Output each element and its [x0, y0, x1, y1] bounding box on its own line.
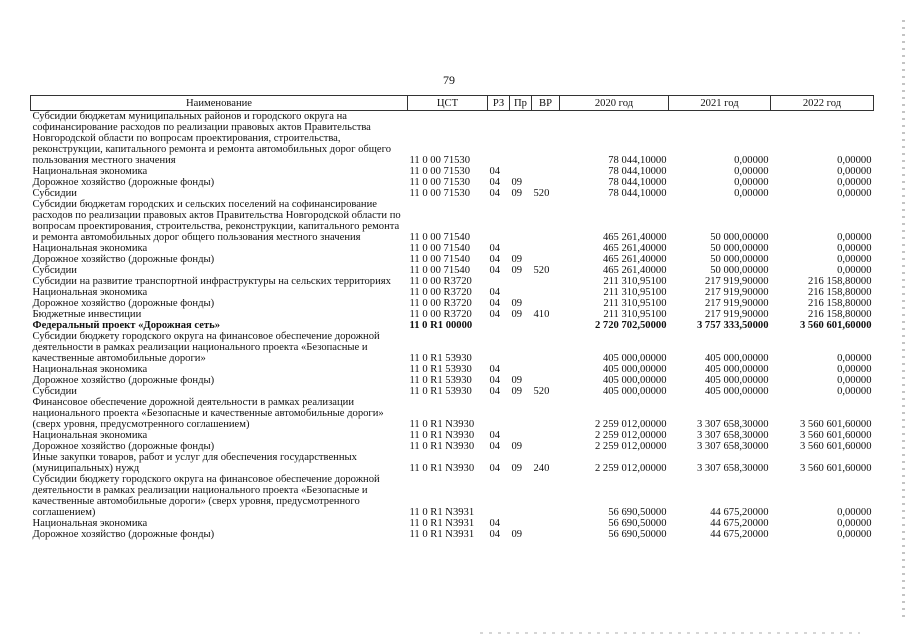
cell-name: Финансовое обеспечение дорожной деятельности в рамках реализации национального проекта «Безопасные и качественные автомобильные дороги» (сверх уровня, предусмотренного соглашением): [32, 397, 384, 430]
table-row: [31, 386, 874, 397]
cell-csr: 11 0 R1 53930: [409, 386, 472, 397]
cell-csr: 11 0 R1 N3931: [409, 507, 475, 518]
cell-vr: [532, 177, 560, 188]
header-vr: ВР: [532, 96, 560, 111]
cell-y2022: 3 560 601,60000: [799, 430, 872, 441]
cell-pr: [510, 276, 532, 287]
cell-y2020: 211 310,95100: [603, 309, 667, 320]
cell-rz: 04: [489, 188, 501, 199]
cell-pr: 09: [511, 463, 523, 474]
cell-rz: [488, 397, 510, 430]
cell-csr: 11 0 R1 N3930: [409, 430, 475, 441]
cell-rz: 04: [489, 430, 501, 441]
cell-y2020: 56 690,50000: [608, 507, 667, 518]
cell-rz: [488, 199, 510, 243]
cell-name: Субсидии бюджету городского округа на финансовое обеспечение дорожной деятельности в рамках реализации национального проекта «Безопасные и качественные автомобильные дороги»: [32, 331, 380, 364]
cell-csr: 11 0 R1 53930: [409, 353, 472, 364]
cell-rz: 04: [489, 287, 501, 298]
cell-csr: 11 0 R1 N3930: [409, 463, 475, 474]
table-row: [31, 287, 874, 298]
cell-y2020: 211 310,95100: [603, 298, 667, 309]
cell-pr: [510, 397, 532, 430]
table-row: [31, 452, 874, 474]
cell-pr: [510, 320, 532, 331]
cell-y2021: 0,00000: [734, 188, 769, 199]
cell-pr: 09: [511, 529, 523, 540]
cell-y2021: 50 000,00000: [710, 265, 769, 276]
table-row: [31, 298, 874, 309]
cell-y2020: 465 261,40000: [602, 243, 667, 254]
cell-y2022: 216 158,80000: [807, 276, 872, 287]
cell-y2020: 2 259 012,00000: [594, 430, 667, 441]
cell-vr: [532, 518, 560, 529]
budget-table: [30, 95, 874, 540]
cell-vr: [532, 397, 560, 430]
cell-rz: 04: [489, 463, 501, 474]
cell-y2021: 3 307 658,30000: [696, 441, 769, 452]
table-row: [31, 518, 874, 529]
cell-rz: 04: [489, 166, 501, 177]
cell-vr: [532, 199, 560, 243]
cell-y2022: 216 158,80000: [807, 287, 872, 298]
cell-y2021: 50 000,00000: [710, 254, 769, 265]
table-row: [31, 111, 874, 167]
cell-name: Национальная экономика: [32, 166, 148, 177]
table-row: [31, 430, 874, 441]
cell-vr: [532, 298, 560, 309]
cell-vr: [532, 364, 560, 375]
cell-y2021: 405 000,00000: [704, 353, 769, 364]
cell-csr: 11 0 R1 N3930: [409, 441, 475, 452]
cell-pr: [510, 243, 532, 254]
cell-y2021: 217 919,90000: [704, 298, 769, 309]
table-row: [31, 166, 874, 177]
cell-name: Субсидии: [32, 188, 77, 199]
cell-rz: 04: [489, 177, 501, 188]
cell-name: Дорожное хозяйство (дорожные фонды): [32, 441, 215, 452]
cell-vr: [532, 430, 560, 441]
cell-csr: 11 0 00 71540: [409, 254, 471, 265]
cell-y2021: 3 757 333,50000: [696, 320, 769, 331]
cell-vr: [532, 441, 560, 452]
cell-y2020: 78 044,10000: [608, 155, 667, 166]
cell-y2022: 216 158,80000: [807, 298, 872, 309]
cell-y2022: 3 560 601,60000: [799, 419, 872, 430]
table-row: [31, 276, 874, 287]
table-row: [31, 254, 874, 265]
header-name: Наименование: [31, 96, 408, 111]
cell-csr: 11 0 00 71540: [409, 265, 471, 276]
table-row: [31, 199, 874, 243]
cell-vr: [532, 276, 560, 287]
table-row: [31, 397, 874, 430]
cell-vr: [532, 529, 560, 540]
cell-y2020: 56 690,50000: [608, 529, 667, 540]
cell-name: Субсидии на развитие транспортной инфраструктуры на сельских территориях: [32, 276, 391, 287]
cell-pr: 09: [511, 254, 523, 265]
table-row: [31, 364, 874, 375]
cell-csr: 11 0 00 71540: [409, 243, 471, 254]
cell-rz: [488, 320, 510, 331]
cell-y2020: 405 000,00000: [602, 364, 667, 375]
table-row: [31, 441, 874, 452]
cell-pr: [510, 111, 532, 167]
cell-y2022: 0,00000: [837, 232, 872, 243]
cell-y2021: 405 000,00000: [704, 364, 769, 375]
cell-csr: 11 0 R1 N3931: [409, 529, 475, 540]
cell-pr: 09: [511, 298, 523, 309]
cell-y2022: 0,00000: [837, 155, 872, 166]
cell-rz: 04: [489, 518, 501, 529]
cell-y2020: 211 310,95100: [603, 287, 667, 298]
cell-name: Бюджетные инвестиции: [32, 309, 142, 320]
cell-csr: 11 0 R1 53930: [409, 375, 472, 386]
cell-csr: 11 0 00 71530: [409, 188, 471, 199]
header-2022: 2022 год: [771, 96, 874, 111]
header-rz: РЗ: [488, 96, 510, 111]
cell-y2022: 216 158,80000: [807, 309, 872, 320]
cell-pr: [510, 430, 532, 441]
cell-rz: [488, 331, 510, 364]
cell-csr: 11 0 00 71530: [409, 177, 471, 188]
cell-vr: [532, 243, 560, 254]
cell-name: Национальная экономика: [32, 243, 148, 254]
header-pr: Пр: [510, 96, 532, 111]
cell-y2020: 56 690,50000: [608, 518, 667, 529]
header-csr: ЦСТ: [408, 96, 488, 111]
cell-vr: [532, 287, 560, 298]
cell-csr: 11 0 00 71540: [409, 232, 471, 243]
cell-y2020: 78 044,10000: [608, 166, 667, 177]
cell-y2020: 465 261,40000: [602, 232, 667, 243]
cell-y2022: 0,00000: [837, 518, 872, 529]
cell-y2022: 0,00000: [837, 353, 872, 364]
cell-vr: [532, 375, 560, 386]
cell-y2020: 2 259 012,00000: [594, 419, 667, 430]
cell-vr: 520: [533, 386, 550, 397]
cell-rz: 04: [489, 375, 501, 386]
cell-csr: 11 0 00 71530: [409, 166, 471, 177]
cell-vr: 520: [533, 188, 550, 199]
cell-vr: [532, 111, 560, 167]
cell-y2021: 217 919,90000: [704, 309, 769, 320]
cell-vr: 410: [533, 309, 550, 320]
cell-y2021: 217 919,90000: [704, 276, 769, 287]
cell-csr: 11 0 R1 N3931: [409, 518, 475, 529]
cell-rz: [488, 474, 510, 518]
cell-name: Национальная экономика: [32, 364, 148, 375]
cell-name: Дорожное хозяйство (дорожные фонды): [32, 375, 215, 386]
cell-pr: [510, 287, 532, 298]
cell-vr: [532, 166, 560, 177]
cell-y2021: 44 675,20000: [710, 507, 769, 518]
table-row: [31, 243, 874, 254]
cell-vr: [532, 254, 560, 265]
cell-rz: [488, 111, 510, 167]
header-2020: 2020 год: [560, 96, 669, 111]
cell-rz: [488, 276, 510, 287]
cell-rz: 04: [489, 254, 501, 265]
cell-y2021: 405 000,00000: [704, 375, 769, 386]
cell-name: Иные закупки товаров, работ и услуг для обеспечения государственных (муниципальных) нужд: [32, 452, 357, 474]
cell-y2022: 0,00000: [837, 243, 872, 254]
cell-name: Национальная экономика: [32, 287, 148, 298]
cell-y2020: 2 259 012,00000: [594, 463, 667, 474]
table-row: [31, 265, 874, 276]
table-row: [31, 188, 874, 199]
cell-y2022: 3 560 601,60000: [799, 320, 872, 331]
cell-y2022: 0,00000: [837, 166, 872, 177]
cell-y2021: 3 307 658,30000: [696, 419, 769, 430]
cell-y2020: 465 261,40000: [602, 265, 667, 276]
cell-y2020: 211 310,95100: [603, 276, 667, 287]
cell-pr: 09: [511, 188, 523, 199]
cell-rz: 04: [489, 386, 501, 397]
cell-name: Национальная экономика: [32, 430, 148, 441]
cell-y2022: 0,00000: [837, 188, 872, 199]
cell-y2022: 0,00000: [837, 529, 872, 540]
cell-y2020: 405 000,00000: [602, 386, 667, 397]
cell-name: Субсидии: [32, 265, 77, 276]
cell-pr: [510, 331, 532, 364]
table-header-row: [31, 96, 874, 111]
cell-rz: 04: [489, 529, 501, 540]
cell-y2021: 405 000,00000: [704, 386, 769, 397]
cell-csr: 11 0 00 R3720: [409, 309, 472, 320]
table-row: [31, 331, 874, 364]
cell-csr: 11 0 00 71530: [409, 155, 471, 166]
scan-bottom-noise: [480, 632, 860, 634]
cell-y2020: 405 000,00000: [602, 375, 667, 386]
cell-pr: 09: [511, 309, 523, 320]
cell-y2021: 0,00000: [734, 155, 769, 166]
header-2021: 2021 год: [669, 96, 771, 111]
table-row: [31, 320, 874, 331]
cell-csr: 11 0 R1 N3930: [409, 419, 475, 430]
table-row: [31, 529, 874, 540]
cell-name: Дорожное хозяйство (дорожные фонды): [32, 177, 215, 188]
cell-name: Дорожное хозяйство (дорожные фонды): [32, 298, 215, 309]
cell-y2022: 3 560 601,60000: [799, 463, 872, 474]
cell-rz: 04: [489, 441, 501, 452]
cell-y2021: 44 675,20000: [710, 529, 769, 540]
cell-vr: [532, 320, 560, 331]
cell-pr: 09: [511, 265, 523, 276]
cell-y2022: 0,00000: [837, 177, 872, 188]
cell-vr: 240: [533, 463, 550, 474]
cell-y2022: 0,00000: [837, 265, 872, 276]
cell-vr: [532, 474, 560, 518]
cell-pr: [510, 166, 532, 177]
cell-pr: [510, 199, 532, 243]
cell-pr: 09: [511, 386, 523, 397]
cell-name: Дорожное хозяйство (дорожные фонды): [32, 529, 215, 540]
cell-pr: [510, 518, 532, 529]
table-row: [31, 177, 874, 188]
cell-csr: 11 0 00 R3720: [409, 276, 472, 287]
cell-y2021: 3 307 658,30000: [696, 430, 769, 441]
cell-y2020: 2 720 702,50000: [594, 320, 667, 331]
cell-y2022: 0,00000: [837, 254, 872, 265]
cell-y2022: 0,00000: [837, 375, 872, 386]
cell-pr: [510, 364, 532, 375]
cell-name: Субсидии бюджетам городских и сельских поселений на софинансирование расходов по реализации правовых актов Правительства Новгородской области по вопросам проектирования, строительства, реконструкции, капитального ремонта и ремонта автомобильных дорог общего пользования местного значения: [32, 199, 401, 243]
cell-name: Субсидии бюджетам муниципальных районов и городского округа на софинансирование расходов по реализации правовых актов Правительства Новгородской области по вопросам проектирования, строительства, реконструкции, капитального ремонта и ремонта автомобильных дорог общего пользования местного значения: [32, 111, 392, 166]
cell-y2021: 0,00000: [734, 177, 769, 188]
cell-csr: 11 0 00 R3720: [409, 298, 472, 309]
cell-vr: 520: [533, 265, 550, 276]
cell-pr: 09: [511, 177, 523, 188]
cell-rz: 04: [489, 298, 501, 309]
cell-y2022: 3 560 601,60000: [799, 441, 872, 452]
cell-y2020: 78 044,10000: [608, 188, 667, 199]
cell-pr: [510, 474, 532, 518]
cell-name: Субсидии бюджету городского округа на финансовое обеспечение дорожной деятельности в рамках реализации национального проекта «Безопасные и качественные автомобильные дороги» (сверх уровня, предусмотренного соглашением): [32, 474, 380, 518]
cell-y2020: 2 259 012,00000: [594, 441, 667, 452]
cell-y2022: 0,00000: [837, 507, 872, 518]
table-row: [31, 474, 874, 518]
cell-y2020: 78 044,10000: [608, 177, 667, 188]
cell-y2021: 44 675,20000: [710, 518, 769, 529]
cell-y2021: 50 000,00000: [710, 243, 769, 254]
cell-name: Национальная экономика: [32, 518, 148, 529]
cell-y2021: 0,00000: [734, 166, 769, 177]
cell-y2022: 0,00000: [837, 364, 872, 375]
cell-name: Дорожное хозяйство (дорожные фонды): [32, 254, 215, 265]
table-row: [31, 375, 874, 386]
cell-csr: 11 0 R1 53930: [409, 364, 472, 375]
cell-rz: 04: [489, 309, 501, 320]
cell-pr: 09: [511, 441, 523, 452]
cell-vr: [532, 331, 560, 364]
cell-y2021: 217 919,90000: [704, 287, 769, 298]
cell-y2022: 0,00000: [837, 386, 872, 397]
cell-csr: 11 0 00 R3720: [409, 287, 472, 298]
cell-y2020: 405 000,00000: [602, 353, 667, 364]
cell-csr: 11 0 R1 00000: [409, 320, 473, 331]
cell-y2020: 465 261,40000: [602, 254, 667, 265]
cell-rz: 04: [489, 364, 501, 375]
cell-y2021: 50 000,00000: [710, 232, 769, 243]
table-row: [31, 309, 874, 320]
cell-rz: 04: [489, 265, 501, 276]
cell-y2021: 3 307 658,30000: [696, 463, 769, 474]
cell-name: Федеральный проект «Дорожная сеть»: [32, 320, 221, 331]
cell-pr: 09: [511, 375, 523, 386]
page-number: 79: [443, 73, 455, 87]
cell-rz: 04: [489, 243, 501, 254]
cell-name: Субсидии: [32, 386, 77, 397]
